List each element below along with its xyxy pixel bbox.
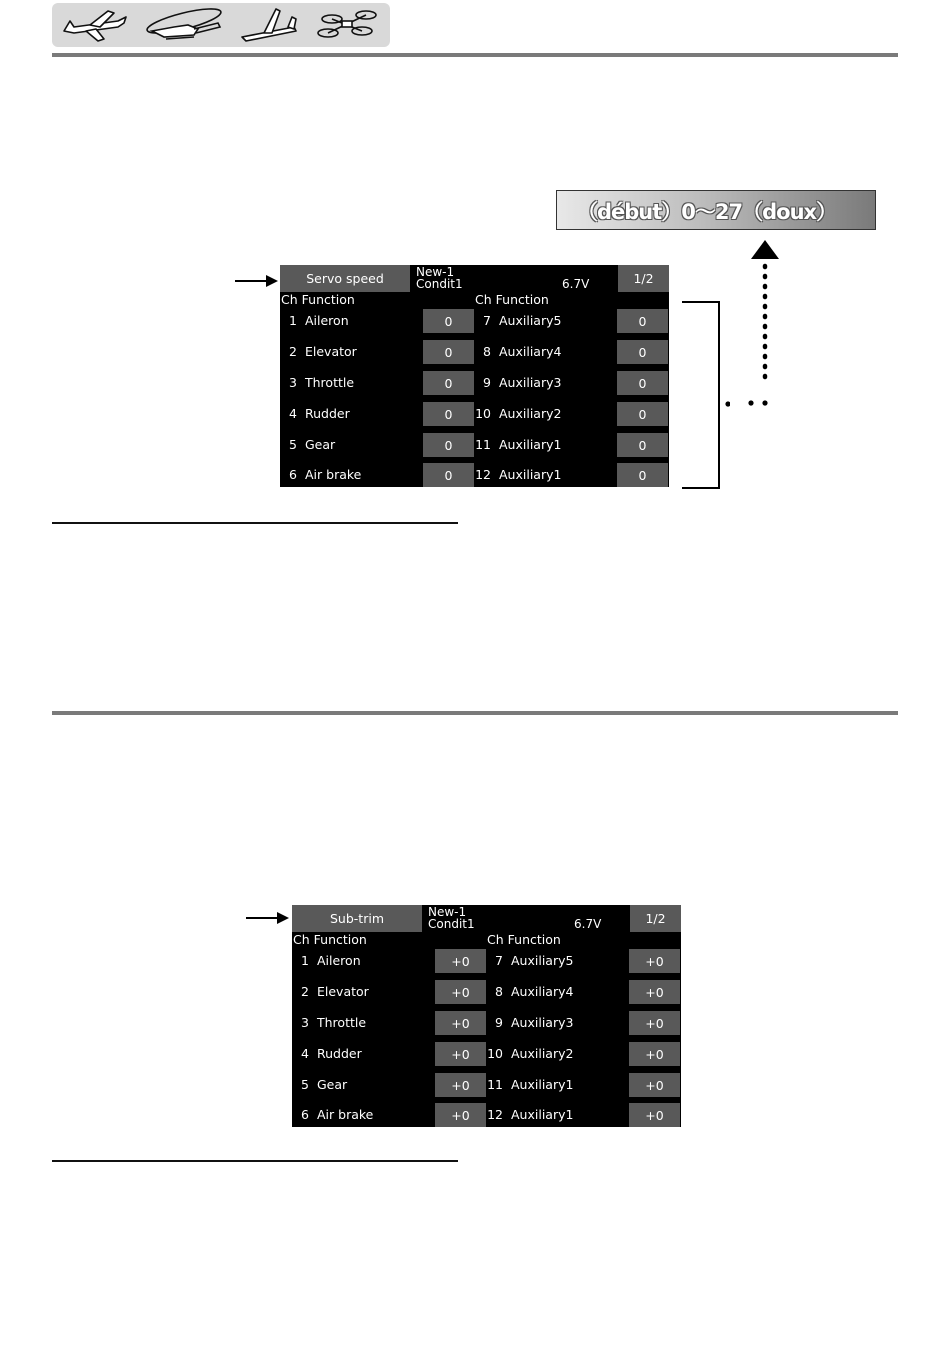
speed-value-button[interactable]: 0 (617, 463, 668, 487)
col-header-function: Function (507, 932, 561, 947)
channel-function: Auxiliary1 (499, 437, 562, 452)
channel-number: 4 (289, 406, 297, 421)
speed-value-button[interactable]: 0 (617, 371, 668, 395)
channel-number: 8 (495, 984, 503, 999)
sub-trim-screen (292, 905, 681, 1127)
title-pointer-arrow-head (277, 912, 289, 924)
channel-function: Auxiliary4 (499, 344, 562, 359)
speed-value-button[interactable]: 0 (617, 309, 668, 333)
col-header-left (293, 932, 367, 947)
channel-function: Aileron (305, 313, 349, 328)
channel-function: Auxiliary5 (511, 953, 574, 968)
channel-function: Rudder (317, 1046, 362, 1061)
subsection-rule (52, 1160, 458, 1162)
trim-value-button[interactable]: +0 (435, 1011, 486, 1035)
channel-number: 9 (483, 375, 491, 390)
channel-number: 12 (487, 1107, 503, 1122)
col-header-function: Function (495, 292, 549, 307)
dotted-callout-arrow (740, 238, 790, 410)
channel-function: Gear (305, 437, 336, 452)
col-header-right (475, 292, 549, 307)
channel-number: 12 (475, 467, 491, 482)
channel-function: Air brake (305, 467, 362, 482)
condition-name: Condit1 (416, 277, 463, 291)
channel-number: 5 (301, 1077, 309, 1092)
channel-number: 10 (487, 1046, 503, 1061)
col-header-ch: Ch (293, 932, 310, 947)
channel-function: Air brake (317, 1107, 374, 1122)
channel-function: Auxiliary1 (499, 467, 562, 482)
col-header-ch: Ch (475, 292, 492, 307)
channel-number: 3 (301, 1015, 309, 1030)
channel-number: 11 (487, 1077, 503, 1092)
trim-value-button[interactable]: +0 (629, 980, 680, 1004)
col-header-ch: Ch (487, 932, 504, 947)
trim-value-button[interactable]: +0 (435, 1103, 486, 1127)
title-pointer-arrow-head (266, 275, 278, 287)
value-column-bracket (680, 300, 730, 492)
speed-value-button[interactable]: 0 (423, 371, 474, 395)
col-header-function: Function (313, 932, 367, 947)
condition-name: Condit1 (428, 917, 475, 931)
trim-value-button[interactable]: +0 (629, 1073, 680, 1097)
trim-value-button[interactable]: +0 (435, 1073, 486, 1097)
servo-speed-screen (280, 265, 669, 487)
speed-value-button[interactable]: 0 (617, 340, 668, 364)
channel-function: Throttle (317, 1015, 367, 1030)
speed-value-button[interactable]: 0 (423, 402, 474, 426)
channel-number: 3 (289, 375, 297, 390)
model-info (428, 906, 475, 930)
battery-voltage: 6.7V (574, 917, 602, 931)
range-box (556, 190, 876, 230)
channel-number: 2 (289, 344, 297, 359)
channel-function: Aileron (317, 953, 361, 968)
range-label: （début）0～27（doux） (577, 200, 837, 224)
model-info (416, 266, 463, 290)
channel-function: Elevator (305, 344, 357, 359)
channel-number: 1 (301, 953, 309, 968)
subsection-rule (52, 522, 458, 524)
model-type-icon-strip (52, 3, 390, 47)
page-indicator[interactable]: 1/2 (630, 905, 681, 932)
trim-value-button[interactable]: +0 (435, 1042, 486, 1066)
channel-function: Gear (317, 1077, 348, 1092)
channel-function: Auxiliary4 (511, 984, 574, 999)
channel-function: Auxiliary3 (511, 1015, 574, 1030)
speed-value-button[interactable]: 0 (617, 402, 668, 426)
trim-value-button[interactable]: +0 (435, 980, 486, 1004)
channel-number: 11 (475, 437, 491, 452)
screen-title[interactable]: Servo speed (280, 265, 410, 292)
multicopter-icon (316, 7, 382, 43)
title-pointer-arrow-line (235, 280, 269, 282)
page-indicator[interactable]: 1/2 (618, 265, 669, 292)
model-name: New-1 (416, 265, 455, 279)
model-name: New-1 (428, 905, 467, 919)
channel-number: 7 (483, 313, 491, 328)
channel-number: 9 (495, 1015, 503, 1030)
col-header-right (487, 932, 561, 947)
channel-number: 7 (495, 953, 503, 968)
channel-number: 6 (301, 1107, 309, 1122)
channel-function: Auxiliary2 (499, 406, 562, 421)
screen-title[interactable]: Sub-trim (292, 905, 422, 932)
trim-value-button[interactable]: +0 (629, 949, 680, 973)
glider-icon (238, 7, 300, 43)
trim-value-button[interactable]: +0 (629, 1042, 680, 1066)
helicopter-icon (144, 7, 224, 43)
speed-value-button[interactable]: 0 (423, 433, 474, 457)
col-header-function: Function (301, 292, 355, 307)
section-divider (52, 711, 898, 715)
channel-number: 10 (475, 406, 491, 421)
channel-number: 2 (301, 984, 309, 999)
channel-function: Auxiliary1 (511, 1077, 574, 1092)
title-pointer-arrow-line (246, 917, 280, 919)
speed-value-button[interactable]: 0 (423, 309, 474, 333)
speed-value-button[interactable]: 0 (423, 463, 474, 487)
col-header-left (281, 292, 355, 307)
airplane-icon (60, 7, 130, 43)
channel-function: Auxiliary3 (499, 375, 562, 390)
channel-function: Auxiliary2 (511, 1046, 574, 1061)
channel-number: 8 (483, 344, 491, 359)
section-divider (52, 53, 898, 57)
channel-function: Auxiliary5 (499, 313, 562, 328)
trim-value-button[interactable]: +0 (629, 1103, 680, 1127)
speed-value-button[interactable]: 0 (423, 340, 474, 364)
channel-number: 5 (289, 437, 297, 452)
battery-voltage: 6.7V (562, 277, 590, 291)
channel-number: 1 (289, 313, 297, 328)
channel-function: Throttle (305, 375, 355, 390)
channel-function: Elevator (317, 984, 369, 999)
speed-value-button[interactable]: 0 (617, 433, 668, 457)
trim-value-button[interactable]: +0 (629, 1011, 680, 1035)
channel-function: Auxiliary1 (511, 1107, 574, 1122)
trim-value-button[interactable]: +0 (435, 949, 486, 973)
channel-number: 4 (301, 1046, 309, 1061)
channel-function: Rudder (305, 406, 350, 421)
col-header-ch: Ch (281, 292, 298, 307)
channel-number: 6 (289, 467, 297, 482)
